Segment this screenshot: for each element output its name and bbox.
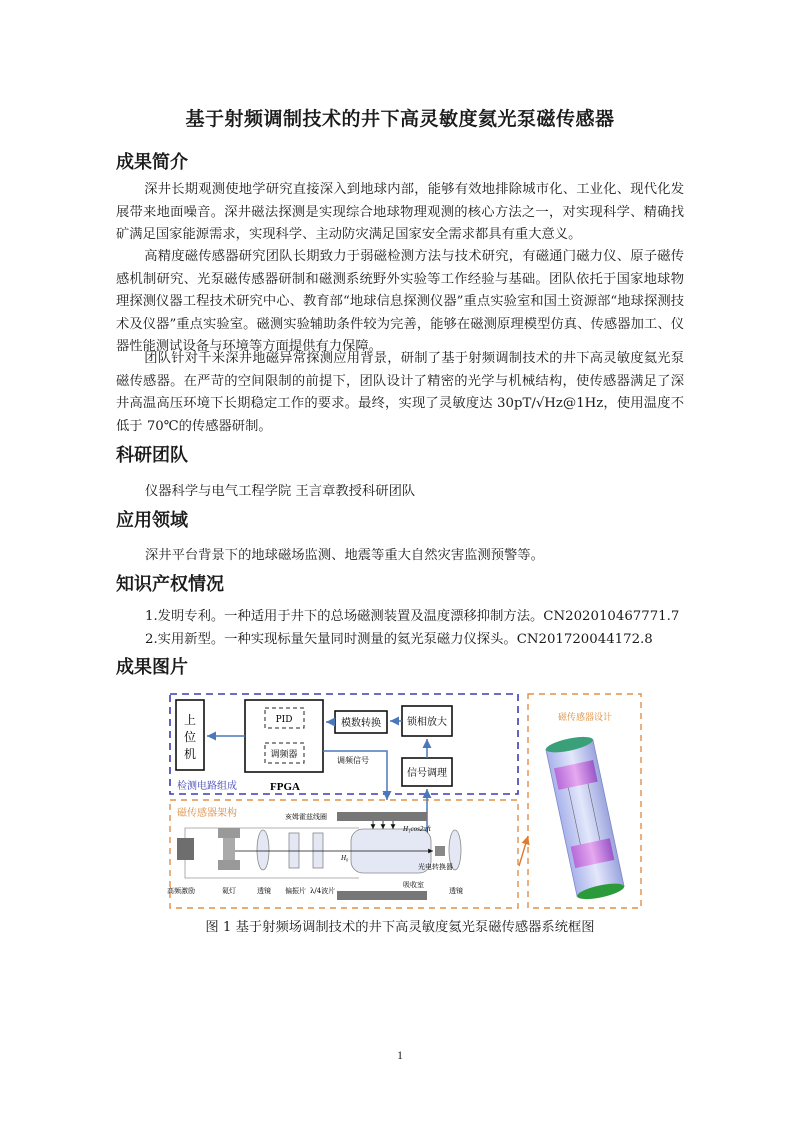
document-title: 基于射频调制技术的井下高灵敏度氦光泵磁传感器 (185, 108, 615, 130)
heading-intro: 成果简介 (116, 152, 188, 173)
svg-text:氦灯: 氦灯 (222, 887, 236, 895)
svg-text:H₀: H₀ (341, 854, 349, 862)
svg-text:机: 机 (183, 747, 197, 761)
svg-text:光电转换器: 光电转换器 (418, 863, 453, 871)
intro-paragraph-2 (116, 246, 684, 359)
intro-paragraph-2-text: 高精度磁传感器研究团队长期致力于弱磁检测方法与技术研究，有磁通门磁力仪、原子磁传感机制研究、光泵磁传感器研制和磁测系统野外实验等工作经验与基础。团队依托于国家地球物理探测仪器工程技术研究中心、教育部“地球信息探测仪器”重点实验室和国土资源部“地球探测技术及仪器”重点实验室。磁测实验辅助条件较为完善，能够在磁测原理模型仿真、传感器加工、仪器性能测试设备与环境等方面提供有力保障。 (116, 249, 684, 355)
svg-text:FPGA: FPGA (270, 781, 300, 793)
team-text: 仪器科学与电气工程学院 王言章教授科研团队 (145, 484, 416, 499)
intro-paragraph-1 (116, 179, 684, 247)
svg-text:λ/4波片: λ/4波片 (310, 887, 336, 895)
svg-text:位: 位 (183, 730, 197, 744)
svg-text:PID: PID (275, 715, 293, 725)
svg-text:调频器: 调频器 (270, 750, 298, 760)
svg-text:H₁cos2πft: H₁cos2πft (403, 825, 431, 833)
svg-text:吸收室: 吸收室 (403, 881, 424, 889)
intro-paragraph-1-text: 深井长期观测使地学研究直接深入到地球内部，能够有效地排除城市化、工业化、现代化发展带来地面噪音。深井磁法探测是实现综合地球物理观测的核心方法之一，对实现科学、精确找矿满足国家能源需求，实现科学、主动防灾满足国家安全需求都具有重大意义。 (116, 182, 684, 243)
svg-text:检测电路组成: 检测电路组成 (177, 781, 237, 792)
svg-text:模数转换: 模数转换 (341, 718, 381, 729)
svg-text:亥姆霍兹线圈: 亥姆霍兹线圈 (285, 813, 327, 821)
svg-text:磁传感器设计: 磁传感器设计 (557, 713, 613, 723)
intro-paragraph-3-text: 团队针对千米深井地磁异常探测应用背景，研制了基于射频调制技术的井下高灵敏度氦光泵磁传感器。在严苛的空间限制的前提下，团队设计了精密的光学与机械结构，使传感器满足了深井高温高压环境下长期稳定工作的要求。最终，实现了灵敏度达 30pT/√Hz@1Hz，使用温度不低于 70℃的传感器研制。 (116, 351, 684, 434)
svg-text:透镜: 透镜 (449, 887, 463, 895)
heading-images: 成果图片 (116, 657, 188, 678)
svg-text:锁相放大: 锁相放大 (407, 717, 447, 728)
figure-caption: 图 1 基于射频场调制技术的井下高灵敏度氦光泵磁传感器系统框图 (205, 920, 595, 935)
heading-team: 科研团队 (116, 445, 188, 466)
svg-text:磁传感器架构: 磁传感器架构 (177, 808, 237, 819)
heading-ip: 知识产权情况 (116, 574, 224, 595)
host-computer-label: 上 (183, 713, 197, 727)
svg-text:偏振片: 偏振片 (285, 887, 306, 895)
svg-text:高频激励: 高频激励 (167, 887, 195, 895)
application-text: 深井平台背景下的地球磁场监测、地震等重大自然灾害监测预警等。 (145, 548, 544, 563)
ip-item-1: 1.发明专利。一种适用于井下的总场磁测装置及温度漂移抑制方法。CN202010467771.7 (145, 609, 680, 624)
system-block-diagram (165, 688, 645, 914)
ip-item-2: 2.实用新型。一种实现标量矢量同时测量的氦光泵磁力仪探头。CN201720044172.8 (145, 632, 653, 647)
heading-application: 应用领域 (116, 510, 188, 531)
page-number: 1 (397, 1048, 403, 1062)
intro-paragraph-3 (116, 348, 684, 438)
svg-text:信号调理: 信号调理 (407, 768, 447, 779)
svg-text:调频信号: 调频信号 (337, 756, 369, 765)
svg-text:透镜: 透镜 (257, 887, 271, 895)
